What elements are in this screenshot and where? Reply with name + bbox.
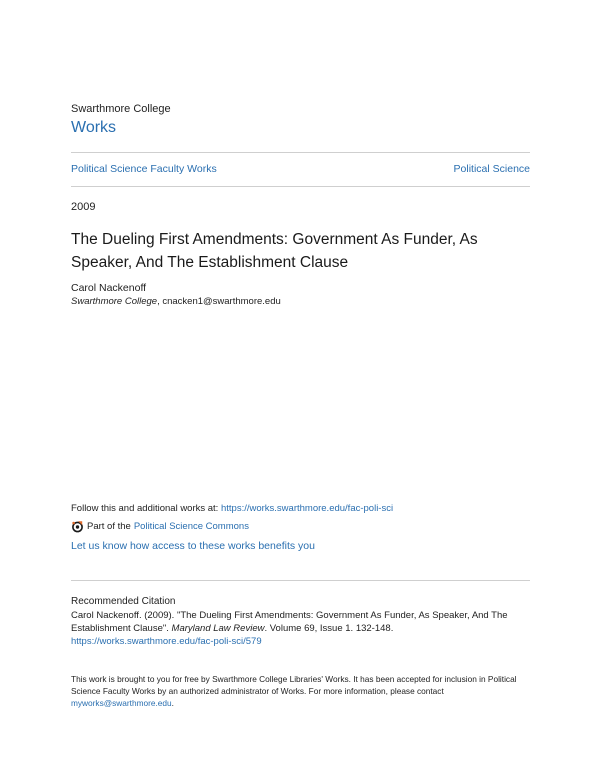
institution-name: Swarthmore College xyxy=(71,103,171,115)
commons-link[interactable]: Political Science Commons xyxy=(133,521,249,532)
notice-text: This work is brought to you for free by Swarthmore College Libraries' Works. It has been accepted for inclusion in Political Science Faculty Works by an authorized administrator of Works. For more information, please contact xyxy=(71,674,517,696)
article-title: The Dueling First Amendments: Government As Funder, As Speaker, And The Establishment Clause xyxy=(71,231,478,271)
access-notice xyxy=(71,673,531,709)
publication-year: 2009 xyxy=(71,201,96,213)
citation-url-link[interactable]: https://works.swarthmore.edu/fac-poli-sci/579 xyxy=(71,636,262,647)
network-commons-icon xyxy=(71,520,84,533)
third-divider xyxy=(71,580,530,581)
recommended-citation-heading: Recommended Citation xyxy=(71,596,176,607)
repository-link[interactable]: Works xyxy=(71,119,117,136)
top-divider xyxy=(71,152,530,153)
discipline-link[interactable]: Political Science xyxy=(453,163,530,175)
follow-url-link[interactable]: https://works.swarthmore.edu/fac-poli-sci xyxy=(220,503,394,514)
part-of-prefix: Part of the xyxy=(87,521,131,532)
affiliation-institution: Swarthmore College xyxy=(71,296,158,307)
citation-text-before: Carol Nackenoff. (2009). "The Dueling First Amendments: Government As Funder, As Speaker, And The Establishment Clause". xyxy=(71,610,508,634)
collection-link[interactable]: Political Science Faculty Works xyxy=(71,163,217,175)
feedback-link[interactable]: Let us know how access to these works benefits you xyxy=(71,540,315,552)
notice-end: . xyxy=(171,698,174,708)
citation-text-after: . Volume 69, Issue 1. 132-148. xyxy=(264,623,394,634)
second-divider xyxy=(71,186,530,187)
follow-prefix: Follow this and additional works at: xyxy=(71,503,221,514)
affiliation-email: , cnacken1@swarthmore.edu xyxy=(157,296,281,307)
citation-text xyxy=(71,609,531,635)
author-name: Carol Nackenoff xyxy=(71,282,147,294)
contact-email-link[interactable]: myworks@swarthmore.edu xyxy=(71,698,172,708)
part-of-line xyxy=(71,520,249,533)
author-affiliation xyxy=(71,296,281,307)
citation-journal: Maryland Law Review xyxy=(171,623,265,634)
follow-line xyxy=(71,503,393,514)
